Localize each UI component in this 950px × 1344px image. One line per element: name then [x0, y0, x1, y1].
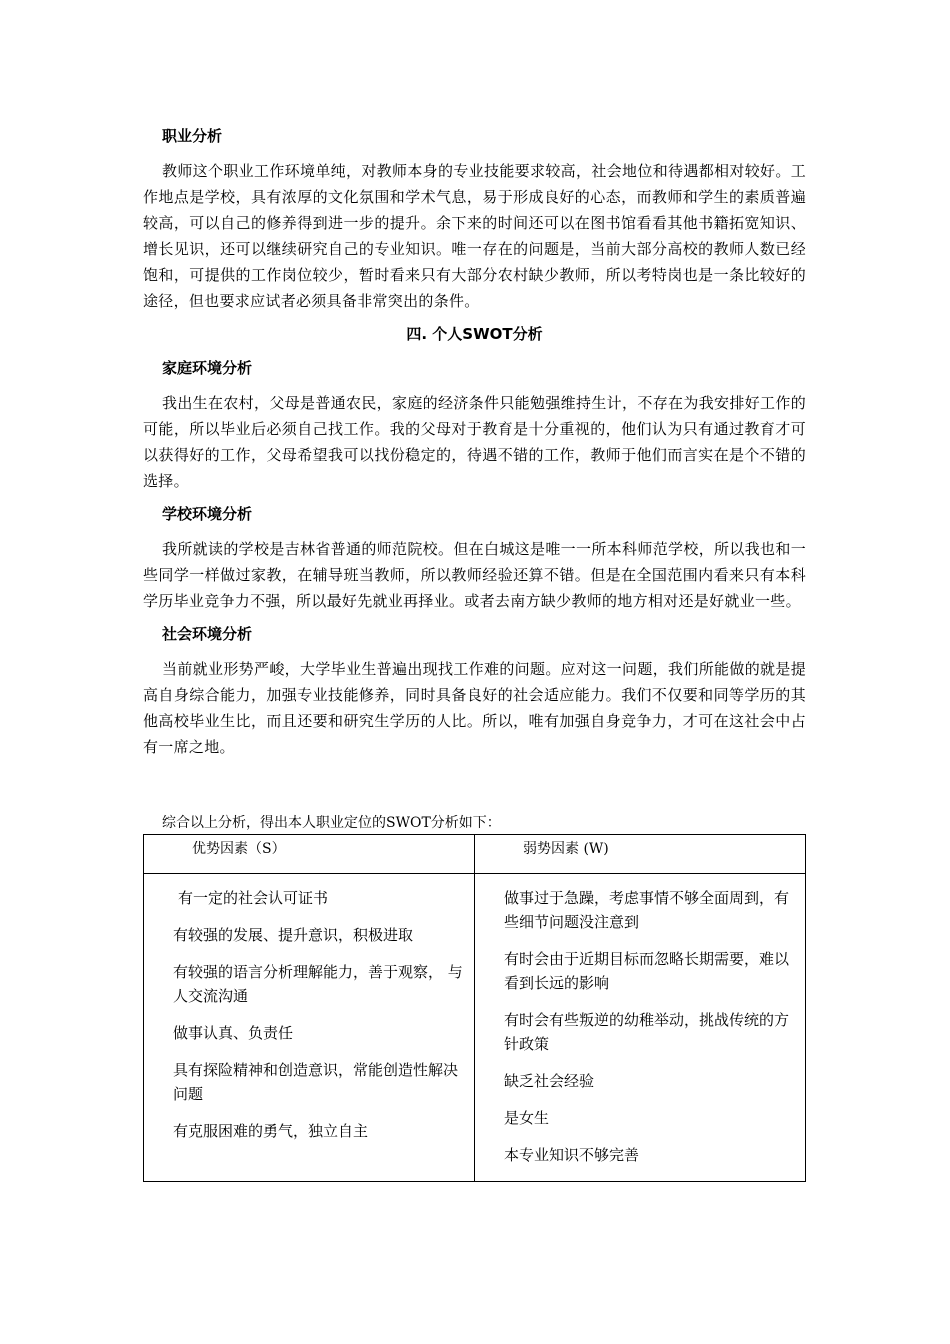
strengths-cell — [144, 874, 475, 1182]
strength-item: 有一定的社会认可证书 — [178, 889, 329, 907]
career-analysis-paragraph: 教师这个职业工作环境单纯，对教师本身的专业技能要求较高，社会地位和待遇都相对较好。工作地点是学校，具有浓厚的文化氛围和学术气息，易于形成良好的心态，而教师和学生的素质普遍较高，可以自己的修养得到进一步的提升。余下来的时间还可以在图书馆看看其他书籍拓宽知识、增长见识，还可以继续研究自己的专业知识。唯一存在的问题是，当前大部分高校的教师人数已经饱和，可提供的工作岗位较少，暂时看来只有大部分农村缺少教师，所以考特岗也是一条比较好的途径，但也要求应试者必须具备非常突出的条件。 — [143, 162, 806, 310]
swot-table — [143, 834, 806, 1182]
family-heading: 家庭环境分析 — [162, 359, 253, 377]
weakness-item: 是女生 — [504, 1109, 550, 1127]
swot-body-row — [144, 874, 806, 1182]
strengths-header: 优势因素（S） — [144, 835, 475, 874]
swot-section-title: 四. 个人SWOT分析 — [406, 325, 543, 343]
weakness-item: 有时会由于近期目标而忽略长期需要，难以看到长远的影响 — [504, 950, 790, 992]
weakness-item: 有时会有些叛逆的幼稚举动，挑战传统的方针政策 — [504, 1011, 790, 1053]
weaknesses-cell — [475, 874, 806, 1182]
swot-header-row — [144, 835, 806, 874]
strengths-list — [173, 886, 464, 1143]
strength-item: 有克服困难的勇气，独立自主 — [173, 1122, 369, 1140]
weaknesses-list — [504, 886, 795, 1167]
weakness-item: 做事过于急躁，考虑事情不够全面周到，有些细节问题没注意到 — [504, 889, 790, 931]
strength-item: 有较强的语言分析理解能力，善于观察， 与人交流沟通 — [173, 963, 463, 1005]
document-content — [143, 124, 806, 1182]
family-paragraph: 我出生在农村，父母是普通农民，家庭的经济条件只能勉强维持生计，不存在为我安排好工作的可能，所以毕业后必须自己找工作。我的父母对于教育是十分重视的，他们认为只有通过教育才可以获得好的工作，父母希望我可以找份稳定的，待遇不错的工作，教师于他们而言实在是个不错的选择。 — [143, 394, 806, 490]
weakness-item: 本专业知识不够完善 — [504, 1146, 640, 1164]
weaknesses-header: 弱势因素 (W) — [475, 835, 806, 874]
swot-intro: 综合以上分析，得出本人职业定位的SWOT分析如下： — [162, 815, 501, 831]
school-paragraph: 我所就读的学校是吉林省普通的师范院校。但在白城这是唯一一所本科师范学校，所以我也和一些同学一样做过家教，在辅导班当教师，所以教师经验还算不错。但是在全国范围内看来只有本科学历毕业竞争力不强，所以最好先就业再择业。或者去南方缺少教师的地方相对还是好就业一些。 — [143, 540, 806, 610]
weakness-item: 缺乏社会经验 — [504, 1072, 595, 1090]
strength-item: 有较强的发展、提升意识，积极进取 — [173, 926, 414, 944]
society-heading: 社会环境分析 — [162, 625, 253, 643]
spacer — [143, 768, 806, 812]
strength-item: 做事认真、负责任 — [173, 1024, 294, 1042]
society-paragraph: 当前就业形势严峻，大学毕业生普遍出现找工作难的问题。应对这一问题，我们所能做的就是提高自身综合能力，加强专业技能修养，同时具备良好的社会适应能力。我们不仅要和同等学历的其他高校毕业生比，而且还要和研究生学历的人比。所以，唯有加强自身竞争力，才可在这社会中占有一席之地。 — [143, 660, 806, 756]
strength-item: 具有探险精神和创造意识，常能创造性解决问题 — [173, 1061, 459, 1103]
school-heading: 学校环境分析 — [162, 505, 253, 523]
career-analysis-heading: 职业分析 — [162, 127, 223, 145]
